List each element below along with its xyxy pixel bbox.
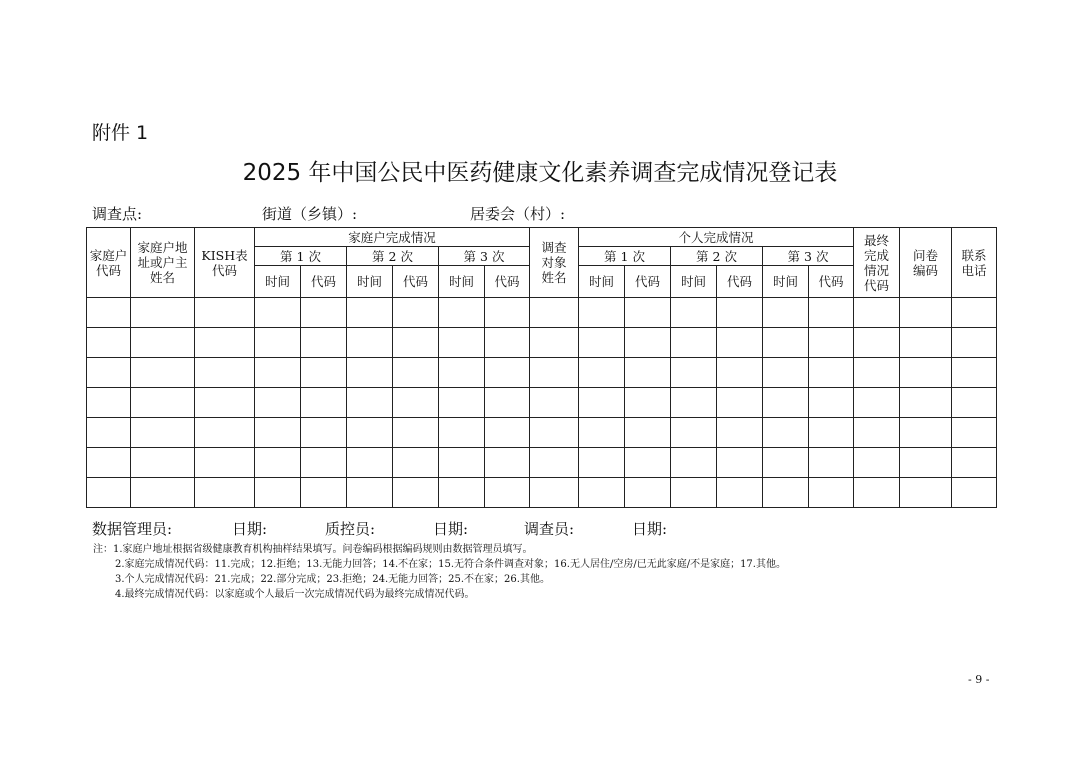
table-cell[interactable] — [87, 418, 131, 448]
table-cell[interactable] — [393, 388, 439, 418]
table-cell[interactable] — [952, 418, 997, 448]
individual-status-header: 个人完成情况 — [579, 228, 854, 247]
table-cell[interactable] — [530, 448, 579, 478]
table-cell[interactable] — [625, 328, 671, 358]
individual-visit-1-header: 第 1 次 — [579, 247, 671, 266]
code-header: 代码 — [485, 266, 530, 298]
table-cell[interactable] — [579, 298, 625, 328]
table-cell[interactable] — [485, 448, 530, 478]
phone-header: 联系电话 — [952, 228, 997, 298]
table-cell[interactable] — [87, 358, 131, 388]
table-cell[interactable] — [952, 388, 997, 418]
table-cell[interactable] — [717, 358, 763, 388]
table-cell[interactable] — [579, 448, 625, 478]
table-cell[interactable] — [952, 478, 997, 508]
table-cell[interactable] — [195, 298, 255, 328]
table-cell[interactable] — [900, 448, 952, 478]
table-cell[interactable] — [439, 358, 485, 388]
respondent-name-header: 调查对象姓名 — [530, 228, 579, 298]
code-header: 代码 — [301, 266, 347, 298]
table-cell[interactable] — [87, 388, 131, 418]
table-cell[interactable] — [347, 388, 393, 418]
date-label-3: 日期: — [632, 520, 668, 538]
questionnaire-code-header: 问卷编码 — [900, 228, 952, 298]
table-cell[interactable] — [195, 328, 255, 358]
table-cell[interactable] — [625, 298, 671, 328]
table-cell[interactable] — [485, 328, 530, 358]
table-cell[interactable] — [579, 388, 625, 418]
table-cell[interactable] — [854, 478, 900, 508]
table-cell[interactable] — [530, 328, 579, 358]
table-cell[interactable] — [671, 388, 717, 418]
table-cell[interactable] — [530, 388, 579, 418]
kish-code-header: KISH表代码 — [195, 228, 255, 298]
surveyor-label: 调查员: — [524, 520, 575, 538]
code-header: 代码 — [717, 266, 763, 298]
table-row — [87, 328, 997, 358]
table-cell[interactable] — [854, 328, 900, 358]
note-4: 4.最终完成情况代码：以家庭或个人最后一次完成情况代码为最终完成情况代码。 — [115, 589, 475, 600]
table-cell[interactable] — [763, 388, 809, 418]
table-cell[interactable] — [763, 298, 809, 328]
table-cell[interactable] — [952, 448, 997, 478]
table-cell[interactable] — [439, 448, 485, 478]
table-cell[interactable] — [255, 298, 301, 328]
code-header: 代码 — [393, 266, 439, 298]
table-cell[interactable] — [625, 358, 671, 388]
note-1: 注：1.家庭户地址根据省级健康教育机构抽样结果填写。问卷编码根据编码规则由数据管理员填写。 — [93, 544, 533, 555]
survey-site-label: 调查点: — [92, 205, 143, 223]
household-address-header: 家庭户地址或户主姓名 — [131, 228, 195, 298]
date-label-2: 日期: — [433, 520, 469, 538]
table-cell[interactable] — [717, 388, 763, 418]
table-cell[interactable] — [301, 328, 347, 358]
table-cell[interactable] — [301, 418, 347, 448]
table-cell[interactable] — [671, 418, 717, 448]
table-cell[interactable] — [854, 298, 900, 328]
table-cell[interactable] — [671, 448, 717, 478]
table-row — [87, 298, 997, 328]
attachment-label: 附件 1 — [92, 122, 149, 144]
table-cell[interactable] — [255, 448, 301, 478]
table-cell[interactable] — [255, 388, 301, 418]
table-cell[interactable] — [900, 298, 952, 328]
table-cell[interactable] — [131, 358, 195, 388]
table-cell[interactable] — [347, 478, 393, 508]
table-cell[interactable] — [347, 448, 393, 478]
table-cell[interactable] — [809, 358, 854, 388]
table-cell[interactable] — [809, 478, 854, 508]
table-cell[interactable] — [530, 478, 579, 508]
table-cell[interactable] — [579, 328, 625, 358]
table-row — [87, 448, 997, 478]
table-cell[interactable] — [900, 358, 952, 388]
household-visit-2-header: 第 2 次 — [347, 247, 439, 266]
table-cell[interactable] — [195, 448, 255, 478]
table-cell[interactable] — [195, 358, 255, 388]
table-cell[interactable] — [439, 478, 485, 508]
time-header: 时间 — [671, 266, 717, 298]
table-cell[interactable] — [763, 418, 809, 448]
table-cell[interactable] — [854, 388, 900, 418]
final-status-header: 最终完成情况代码 — [854, 228, 900, 298]
table-cell[interactable] — [485, 388, 530, 418]
registration-table — [86, 227, 997, 508]
table-cell[interactable] — [625, 478, 671, 508]
table-cell[interactable] — [393, 478, 439, 508]
table-cell[interactable] — [671, 298, 717, 328]
table-cell[interactable] — [393, 418, 439, 448]
table-cell[interactable] — [347, 358, 393, 388]
table-cell[interactable] — [900, 328, 952, 358]
household-visit-3-header: 第 3 次 — [439, 247, 530, 266]
table-cell[interactable] — [255, 418, 301, 448]
table-cell[interactable] — [87, 328, 131, 358]
table-cell[interactable] — [854, 418, 900, 448]
table-cell[interactable] — [717, 328, 763, 358]
table-cell[interactable] — [717, 478, 763, 508]
household-visit-1-header: 第 1 次 — [255, 247, 347, 266]
table-cell[interactable] — [131, 418, 195, 448]
table-cell[interactable] — [393, 298, 439, 328]
table-cell[interactable] — [87, 478, 131, 508]
time-header: 时间 — [255, 266, 301, 298]
time-header: 时间 — [763, 266, 809, 298]
table-cell[interactable] — [900, 418, 952, 448]
table-cell[interactable] — [763, 358, 809, 388]
table-cell[interactable] — [255, 328, 301, 358]
table-cell[interactable] — [717, 298, 763, 328]
table-cell[interactable] — [900, 388, 952, 418]
table-cell[interactable] — [854, 448, 900, 478]
time-header: 时间 — [347, 266, 393, 298]
table-cell[interactable] — [763, 328, 809, 358]
table-cell[interactable] — [255, 358, 301, 388]
individual-visit-2-header: 第 2 次 — [671, 247, 763, 266]
individual-visit-3-header: 第 3 次 — [763, 247, 854, 266]
table-cell[interactable] — [347, 328, 393, 358]
table-cell[interactable] — [131, 448, 195, 478]
committee-label: 居委会（村）: — [470, 205, 566, 223]
table-cell[interactable] — [301, 298, 347, 328]
table-cell[interactable] — [952, 358, 997, 388]
qc-label: 质控员: — [325, 520, 376, 538]
table-cell[interactable] — [393, 328, 439, 358]
table-cell[interactable] — [301, 448, 347, 478]
street-label: 街道（乡镇）: — [262, 205, 358, 223]
table-cell[interactable] — [809, 448, 854, 478]
table-cell[interactable] — [763, 448, 809, 478]
table-row — [87, 478, 997, 508]
table-cell[interactable] — [530, 298, 579, 328]
household-status-header: 家庭户完成情况 — [255, 228, 530, 247]
table-cell[interactable] — [255, 478, 301, 508]
table-cell[interactable] — [347, 418, 393, 448]
table-cell[interactable] — [87, 448, 131, 478]
table-cell[interactable] — [485, 478, 530, 508]
table-cell[interactable] — [439, 388, 485, 418]
table-cell[interactable] — [671, 328, 717, 358]
table-cell[interactable] — [671, 358, 717, 388]
table-cell[interactable] — [717, 448, 763, 478]
table-cell[interactable] — [625, 448, 671, 478]
table-cell[interactable] — [900, 478, 952, 508]
table-cell[interactable] — [579, 418, 625, 448]
table-cell[interactable] — [485, 418, 530, 448]
time-header: 时间 — [579, 266, 625, 298]
table-cell[interactable] — [763, 478, 809, 508]
table-cell[interactable] — [809, 328, 854, 358]
table-row — [87, 358, 997, 388]
table-cell[interactable] — [579, 358, 625, 388]
table-cell[interactable] — [809, 388, 854, 418]
table-cell[interactable] — [809, 298, 854, 328]
table-cell[interactable] — [195, 388, 255, 418]
table-cell[interactable] — [131, 298, 195, 328]
page-number: - 9 - — [968, 673, 990, 686]
table-cell[interactable] — [854, 358, 900, 388]
header-row-1 — [87, 228, 997, 247]
code-header: 代码 — [625, 266, 671, 298]
table-cell[interactable] — [625, 388, 671, 418]
table-cell[interactable] — [485, 358, 530, 388]
table-cell[interactable] — [393, 448, 439, 478]
table-cell[interactable] — [301, 478, 347, 508]
table-cell[interactable] — [195, 418, 255, 448]
notes — [93, 542, 786, 602]
table-cell[interactable] — [952, 328, 997, 358]
note-2: 2.家庭完成情况代码：11.完成；12.拒绝；13.无能力回答；14.不在家；15.无符合条件调查对象；16.无人居住/空房/已无此家庭/不是家庭；17.其他。 — [115, 559, 786, 570]
table-cell[interactable] — [579, 478, 625, 508]
table-cell[interactable] — [195, 478, 255, 508]
table-cell[interactable] — [301, 388, 347, 418]
table-cell[interactable] — [485, 298, 530, 328]
table-cell[interactable] — [952, 298, 997, 328]
table-cell[interactable] — [439, 418, 485, 448]
table-cell[interactable] — [717, 418, 763, 448]
table-cell[interactable] — [439, 328, 485, 358]
date-label-1: 日期: — [232, 520, 268, 538]
table-row — [87, 418, 997, 448]
table-cell[interactable] — [393, 358, 439, 388]
table-cell[interactable] — [439, 298, 485, 328]
time-header: 时间 — [439, 266, 485, 298]
table-cell[interactable] — [530, 358, 579, 388]
note-3: 3.个人完成情况代码：21.完成；22.部分完成；23.拒绝；24.无能力回答；25.不在家；26.其他。 — [115, 574, 550, 585]
household-code-header: 家庭户代码 — [87, 228, 131, 298]
table-cell[interactable] — [809, 418, 854, 448]
table-cell[interactable] — [301, 358, 347, 388]
table-cell[interactable] — [131, 388, 195, 418]
table-row — [87, 388, 997, 418]
table-cell[interactable] — [87, 298, 131, 328]
table-cell[interactable] — [671, 478, 717, 508]
table-cell[interactable] — [131, 478, 195, 508]
code-header: 代码 — [809, 266, 854, 298]
page-title: 2025 年中国公民中医药健康文化素养调查完成情况登记表 — [242, 160, 838, 186]
data-manager-label: 数据管理员: — [92, 520, 173, 538]
table-cell[interactable] — [131, 328, 195, 358]
table-cell[interactable] — [347, 298, 393, 328]
table-cell[interactable] — [625, 418, 671, 448]
table-cell[interactable] — [530, 418, 579, 448]
